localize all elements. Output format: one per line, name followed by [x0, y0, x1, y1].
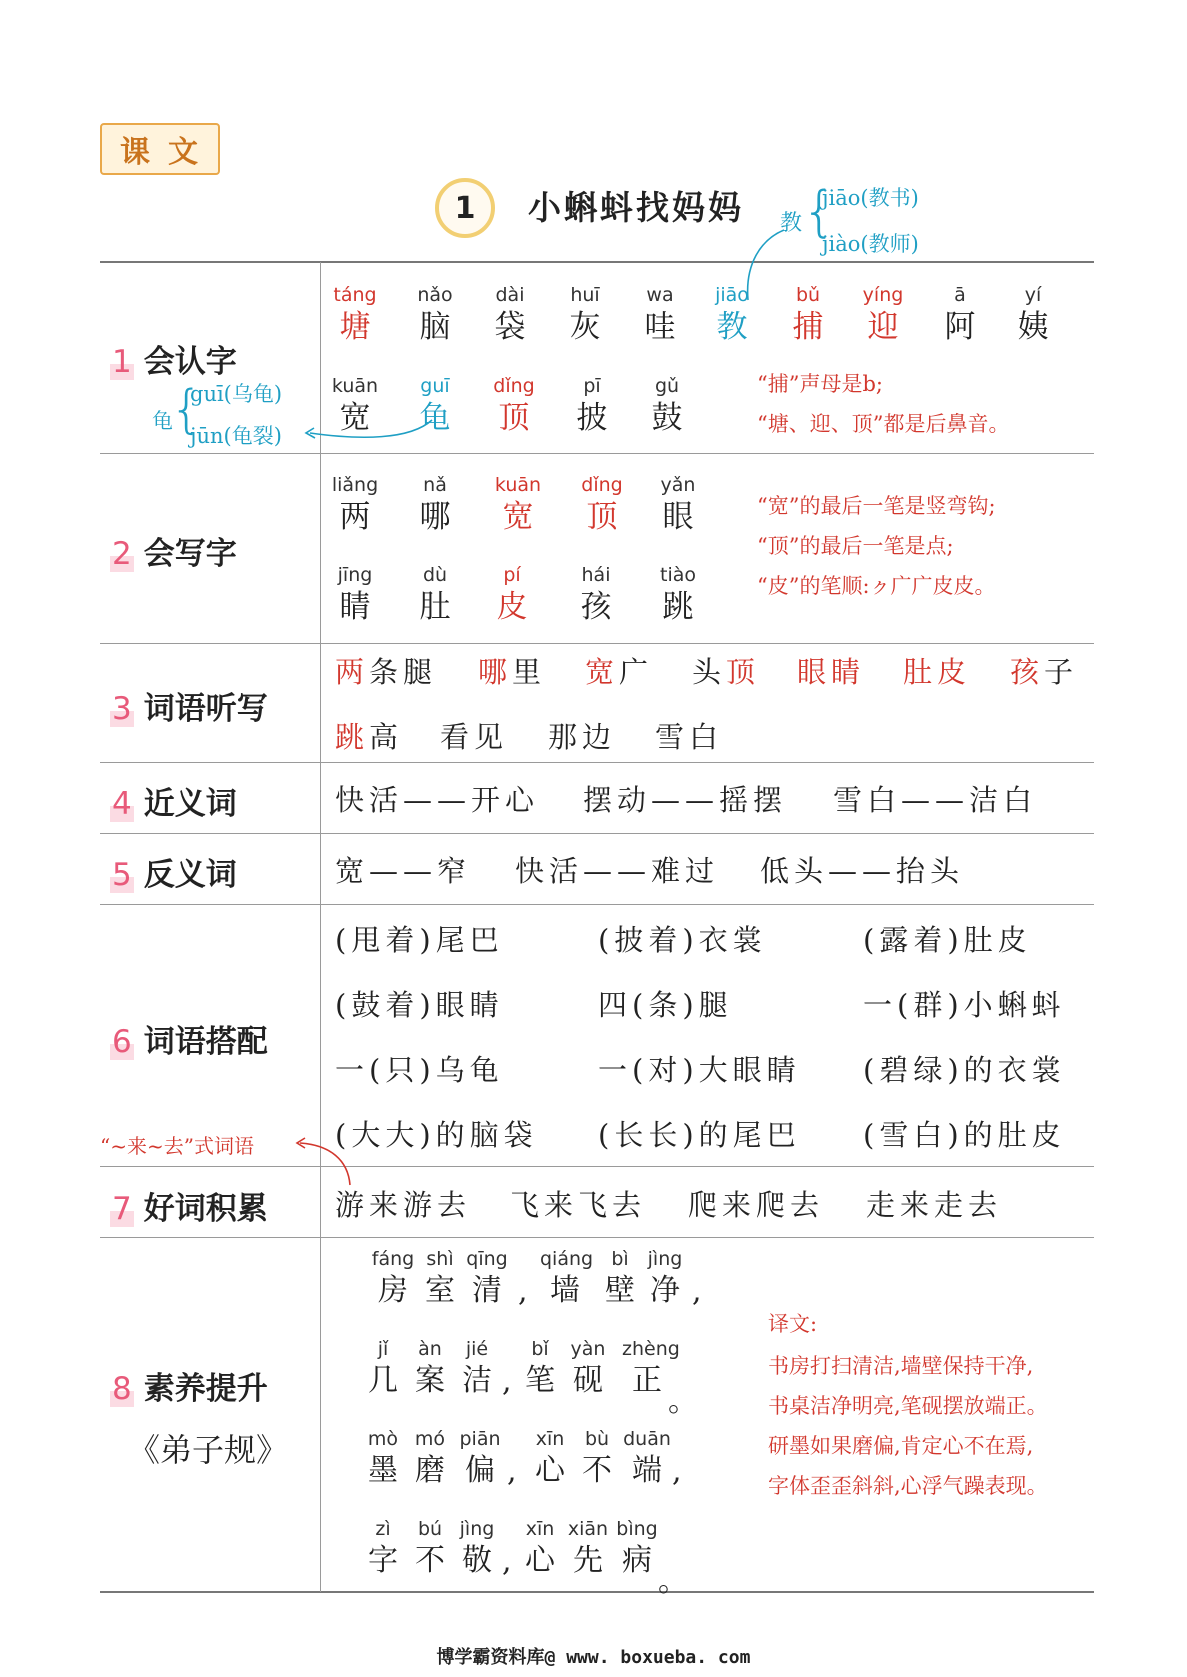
- char-cell: tiào 跳: [660, 564, 696, 625]
- row-divider: [100, 904, 1094, 905]
- char-cell: dài 袋: [494, 284, 526, 345]
- gui-note-char: 龟: [152, 409, 173, 433]
- collocation: (披着)衣裳: [598, 923, 767, 957]
- poem-char: shì 室: [425, 1248, 455, 1308]
- poem-char: bìng 病: [616, 1518, 658, 1578]
- poem-comma: ,: [502, 1544, 512, 1579]
- translation-line: 字体歪歪斜斜,心浮气躁表现。: [768, 1474, 1048, 1498]
- collocation: (雪白)的肚皮: [863, 1118, 1066, 1152]
- table-top-border: [100, 261, 1094, 263]
- collocation: (大大)的脑袋: [335, 1118, 538, 1152]
- char-cell: guī 龟: [419, 375, 451, 436]
- section-4-label: 4 近义词: [112, 786, 237, 822]
- char-cell: yí 姨: [1017, 284, 1049, 345]
- synonym-pair: 快活——开心: [335, 783, 540, 817]
- write-note-1: “宽”的最后一笔是竖弯钩;: [757, 494, 996, 518]
- translation-title: 译文:: [768, 1312, 818, 1336]
- poem-char: bì 壁: [605, 1248, 635, 1308]
- section-5-label: 5 反义词: [112, 857, 237, 893]
- jiao-note-char: 教: [780, 211, 803, 236]
- poem-char: mò 墨: [367, 1428, 399, 1488]
- collocation: (露着)肚皮: [863, 923, 1032, 957]
- row-divider: [100, 643, 1094, 644]
- translation-line: 书桌洁净明亮,笔砚摆放端正。: [768, 1394, 1048, 1418]
- synonym-pair: 摆动——摇摆: [583, 783, 788, 817]
- poem-char: zhèng 正: [622, 1338, 680, 1398]
- poem-full-stop: 。: [658, 1564, 688, 1599]
- section-3-label: 3 词语听写: [112, 691, 268, 727]
- char-cell: nǎ 哪: [419, 474, 451, 535]
- char-cell: liǎng 两: [331, 474, 379, 535]
- poem-char: qiáng 墙: [540, 1248, 594, 1308]
- char-cell: yíng 迎: [862, 284, 904, 345]
- char-cell: hái 孩: [580, 564, 612, 625]
- char-cell: dǐng 顶: [493, 375, 535, 436]
- char-cell: pí 皮: [496, 564, 528, 625]
- poem-char: qīng 清: [466, 1248, 508, 1308]
- poem-char: jié 洁: [462, 1338, 492, 1398]
- dictation-word: 雪白: [655, 720, 724, 754]
- synonym-pair: 雪白——洁白: [833, 783, 1038, 817]
- poem-comma: ,: [507, 1454, 517, 1489]
- gui-note-reading-2: jūn(龟裂): [190, 424, 282, 448]
- char-cell: dǐng 顶: [581, 474, 623, 535]
- collocation: 一(群)小蝌蚪: [863, 988, 1066, 1022]
- poem-char: àn 案: [415, 1338, 445, 1398]
- dictation-word: 眼睛: [797, 655, 866, 689]
- good-word: 飞来飞去: [510, 1188, 647, 1222]
- char-cell: nǎo 脑: [417, 284, 453, 345]
- collocation: 一(对)大眼睛: [598, 1053, 801, 1087]
- poem-char: yàn 砚: [570, 1338, 606, 1398]
- poem-char: bǐ 笔: [525, 1338, 555, 1398]
- poem-comma: ,: [672, 1454, 682, 1489]
- poem-char: jìng 敬: [459, 1518, 495, 1578]
- brace-icon: {: [802, 180, 837, 243]
- char-cell: dù 肚: [419, 564, 451, 625]
- antonym-pair: 快活——难过: [515, 854, 720, 888]
- row-divider: [100, 1237, 1094, 1238]
- dictation-word: 孩子: [1010, 655, 1079, 689]
- write-note-2: “顶”的最后一笔是点;: [757, 534, 954, 558]
- poem-comma: ,: [518, 1274, 528, 1309]
- antonym-pair: 低头——抬头: [760, 854, 965, 888]
- dictation-word: 看见: [440, 720, 509, 754]
- poem-char: jìng 净: [647, 1248, 683, 1308]
- jiao-note-reading-1: jiāo(教书): [822, 186, 919, 210]
- dictation-word: 跳高: [335, 720, 404, 754]
- table-bottom-border: [100, 1591, 1094, 1593]
- lai-qu-arrowhead: [297, 1138, 305, 1148]
- recognize-note-1: “捕”声母是b;: [757, 372, 883, 396]
- section-7-label: 7 好词积累: [112, 1191, 268, 1227]
- poem-char: piān 偏: [459, 1428, 501, 1488]
- lesson-title: 小蝌蚪找妈妈: [528, 188, 744, 227]
- good-word: 走来走去: [866, 1188, 1003, 1222]
- poem-comma: ,: [692, 1274, 702, 1309]
- translation-line: 研墨如果磨偏,肯定心不在焉,: [768, 1434, 1034, 1458]
- poem-comma: ,: [502, 1364, 512, 1399]
- section-1-label: 1 会认字: [112, 344, 237, 380]
- poem-char: jǐ 几: [368, 1338, 398, 1398]
- poem-char: bù 不: [582, 1428, 612, 1488]
- section-8-label: 8 素养提升: [112, 1371, 268, 1407]
- dictation-word: 宽广: [585, 655, 654, 689]
- footer-watermark: 博学霸资料库@ www. boxueba. com: [436, 1647, 751, 1668]
- good-word: 游来游去: [335, 1188, 472, 1222]
- brace-icon: {: [170, 380, 204, 440]
- good-word: 爬来爬去: [688, 1188, 825, 1222]
- jiao-note-reading-2: jiào(教师): [822, 232, 919, 256]
- char-cell: wa 哇: [644, 284, 676, 345]
- char-cell: bǔ 捕: [792, 284, 824, 345]
- collocation: (鼓着)眼睛: [335, 988, 504, 1022]
- char-cell: kuān 宽: [494, 474, 542, 535]
- poem-char: zì 字: [368, 1518, 398, 1578]
- dictation-word: 哪里: [478, 655, 547, 689]
- lesson-type-badge: 课文: [100, 123, 220, 175]
- dictation-word: 两条腿: [335, 655, 438, 689]
- column-divider: [320, 262, 321, 1592]
- char-cell: kuān 宽: [331, 375, 379, 436]
- collocation: (甩着)尾巴: [335, 923, 504, 957]
- translation-line: 书房打扫清洁,墙壁保持干净,: [768, 1354, 1034, 1378]
- poem-char: xiān 先: [567, 1518, 609, 1578]
- section-8-sublabel: 《弟子规》: [128, 1431, 289, 1469]
- poem-char: bú 不: [415, 1518, 445, 1578]
- char-cell: yǎn 眼: [660, 474, 696, 535]
- char-cell: pī 披: [576, 375, 608, 436]
- lai-qu-note: “~来~去”式词语: [100, 1134, 254, 1158]
- antonym-pair: 宽——窄: [335, 854, 472, 888]
- gui-pronunciation-note: [152, 378, 312, 458]
- char-cell: ā 阿: [944, 284, 976, 345]
- poem-char: xīn 心: [535, 1428, 565, 1488]
- section-6-label: 6 词语搭配: [112, 1024, 268, 1060]
- gui-note-reading-1: guī(乌龟): [190, 382, 283, 406]
- recognize-note-2: “塘、迎、顶”都是后鼻音。: [757, 412, 1010, 436]
- poem-full-stop: 。: [668, 1384, 698, 1419]
- char-cell: jiāo 教: [715, 284, 749, 345]
- section-2-label: 2 会写字: [112, 536, 237, 572]
- dictation-word: 肚皮: [903, 655, 972, 689]
- collocation: (长长)的尾巴: [598, 1118, 801, 1152]
- row-divider: [100, 762, 1094, 763]
- char-cell: jīng 睛: [337, 564, 373, 625]
- poem-char: fáng 房: [371, 1248, 415, 1308]
- row-divider: [100, 833, 1094, 834]
- dictation-word: 头顶: [692, 655, 761, 689]
- collocation: 四(条)腿: [598, 988, 733, 1022]
- lesson-number: 1: [435, 178, 495, 238]
- row-divider: [100, 1166, 1094, 1167]
- write-note-3: “皮”的笔顺:ㇰ广广皮皮。: [757, 574, 996, 598]
- poem-char: mó 磨: [414, 1428, 446, 1488]
- collocation: 一(只)乌龟: [335, 1053, 504, 1087]
- poem-char: duān 端: [623, 1428, 671, 1488]
- jiao-pronunciation-note: [780, 178, 960, 258]
- dictation-word: 那边: [548, 720, 617, 754]
- char-cell: táng 塘: [333, 284, 377, 345]
- char-cell: gǔ 鼓: [651, 375, 683, 436]
- char-cell: huī 灰: [569, 284, 601, 345]
- poem-char: xīn 心: [525, 1518, 555, 1578]
- collocation: (碧绿)的衣裳: [863, 1053, 1066, 1087]
